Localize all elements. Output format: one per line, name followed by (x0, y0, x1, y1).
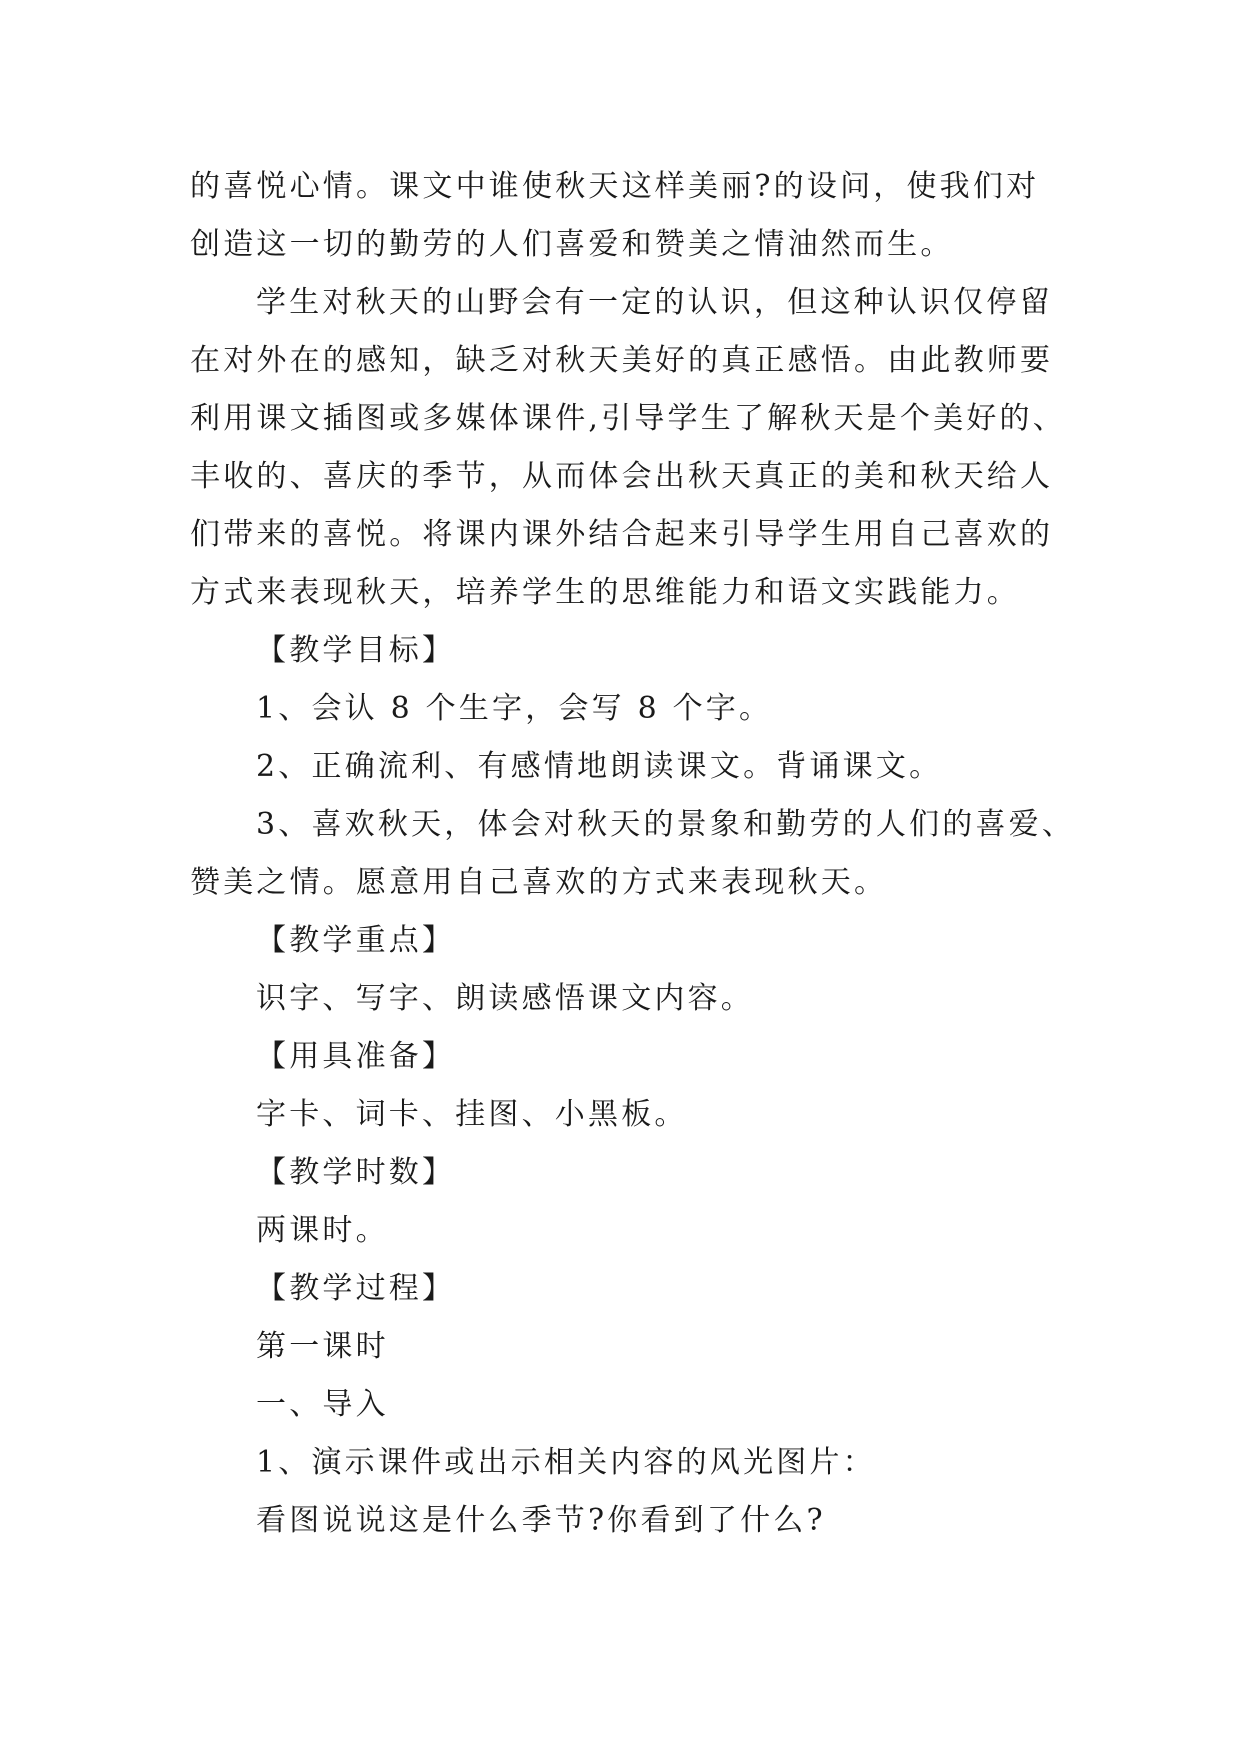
text-line: 们带来的喜悦。将课内课外结合起来引导学生用自己喜欢的 (190, 517, 1054, 552)
text-line: 字卡、词卡、挂图、小黑板。 (256, 1097, 688, 1132)
text-line: 在对外在的感知，缺乏对秋天美好的真正感悟。由此教师要 (190, 343, 1054, 378)
text-line: 方式来表现秋天，培养学生的思维能力和语文实践能力。 (190, 575, 1020, 610)
section-heading: 【教学重点】 (256, 923, 456, 958)
subheading: 第一课时 (256, 1329, 389, 1364)
text-line: 丰收的、喜庆的季节，从而体会出秋天真正的美和秋天给人 (190, 459, 1054, 494)
list-item: 2、正确流利、有感情地朗读课文。背诵课文。 (256, 749, 943, 784)
list-item: 1、会认 8 个生字，会写 8 个字。 (256, 691, 773, 726)
list-item: 1、演示课件或出示相关内容的风光图片： (256, 1445, 876, 1480)
text-line: 看图说说这是什么季节?你看到了什么? (256, 1503, 826, 1538)
text-line: 赞美之情。愿意用自己喜欢的方式来表现秋天。 (190, 865, 888, 900)
section-heading: 【教学目标】 (256, 633, 456, 668)
text-line: 的喜悦心情。课文中谁使秋天这样美丽?的设问，使我们对 (190, 169, 1040, 204)
text-line: 利用课文插图或多媒体课件,引导学生了解秋天是个美好的、 (190, 401, 1066, 436)
text-line: 两课时。 (256, 1213, 389, 1248)
text-line: 识字、写字、朗读感悟课文内容。 (256, 981, 754, 1016)
document-body (190, 158, 1090, 1550)
text-line: 创造这一切的勤劳的人们喜爱和赞美之情油然而生。 (190, 227, 954, 262)
subheading: 一、导入 (256, 1387, 389, 1422)
list-item: 3、喜欢秋天，体会对秋天的景象和勤劳的人们的喜爱、 (256, 807, 1076, 842)
section-heading: 【用具准备】 (256, 1039, 456, 1074)
text-line: 学生对秋天的山野会有一定的认识，但这种认识仅停留 (256, 285, 1053, 320)
section-heading: 【教学时数】 (256, 1155, 456, 1190)
section-heading: 【教学过程】 (256, 1271, 456, 1306)
